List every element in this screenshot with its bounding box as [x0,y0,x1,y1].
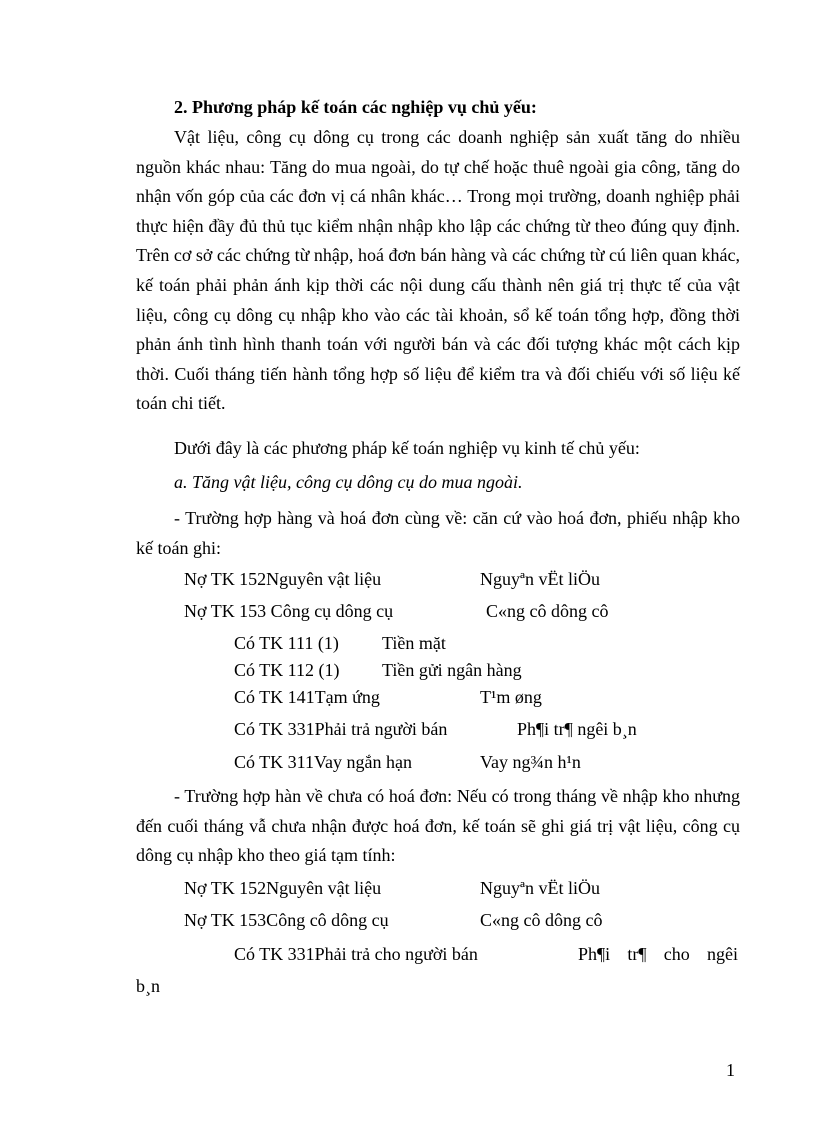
entry2-credit-331-garbled: Ph¶i tr¶ cho ngêi [578,944,738,964]
entry2-debit-152-garbled: Nguyªn vËt liÖu [480,878,600,898]
paragraph-case-2: - Trường hợp hàn về chưa có hoá đơn: Nếu có trong tháng về nhập kho nhưng đến cuối tháng vẫ chưa nhận được hoá đơn, kế toán sẽ ghi giá trị vật liệu, công cụ dông cụ nhập kho theo giá tạm tính: [136,786,740,866]
entry-debit-153-garbled: C«ng cô dông cô [486,601,609,621]
entry-credit-112: Có TK 112 (1) [234,660,340,680]
entry-credit-141-garbled: T¹m øng [480,687,542,707]
entry2-credit-331-garbled-tail: b¸n [136,976,160,996]
entry-credit-331-garbled: Ph¶i tr¶ ngêi b¸n [517,719,637,739]
paragraph-intro: Vật liệu, công cụ dông cụ trong các doanh nghiệp sản xuất tăng do nhiều nguồn khác nhau: Tăng do mua ngoài, do tự chế hoặc thuê ngoài gia công, tăng do nhận vốn góp của các đơn vị cá nhân khác… Trong mọi trường, doanh nghiệp phải thực hiện đầy đủ thủ tục kiểm nhận nhập kho lập các chứng từ theo đúng quy định. Trên cơ sở các chứng từ nhập, hoá đơn bán hàng và các chứng từ cú liên quan khác, kế toán phải phản ánh kịp thời các nội dung cấu thành nên giá trị thực tế của vật liệu, công cụ dông cụ nhập kho vào các tài khoản, sổ kế toán tổng hợp, đồng thời phản ánh tình hình thanh toán với người bán và các đối tượng khác một cách kịp thời. Cuối tháng tiến hành tổng hợp số liệu để kiểm tra và đối chiếu với số liệu kế toán chi tiết. [136,127,740,414]
entry2-debit-153: Nợ TK 153Công cô dông cụ [184,910,389,930]
entry-credit-311: Có TK 311Vay ngắn hạn [234,752,412,772]
page-number: 1 [726,1060,735,1080]
entry2-debit-152: Nợ TK 152Nguyên vật liệu [184,878,382,898]
entry-credit-141: Có TK 141Tạm ứng [234,687,380,707]
entry2-credit-331: Có TK 331Phải trả cho người bán [234,944,478,964]
entry-debit-152-garbled: Nguyªn vËt liÖu [480,569,600,589]
entry-credit-112-label: Tiền gửi ngân hàng [382,660,522,680]
section-heading: 2. Phương pháp kế toán các nghiệp vụ chủ yếu: [174,97,537,117]
entry-debit-153: Nợ TK 153 Công cụ dông cụ [184,601,394,621]
entry2-debit-153-garbled: C«ng cô dông cô [480,910,603,930]
paragraph-methods: Dưới đây là các phương pháp kế toán nghiệp vụ kinh tế chủ yếu: [174,438,640,458]
entry-credit-111: Có TK 111 (1) [234,633,339,653]
paragraph-case-1: - Trường hợp hàng và hoá đơn cùng về: căn cứ vào hoá đơn, phiếu nhập kho kế toán ghi: [136,508,740,558]
entry-credit-331: Có TK 331Phải trả người bán [234,719,448,739]
entry-debit-152: Nợ TK 152Nguyên vật liệu [184,569,382,589]
entry-credit-111-label: Tiền mặt [382,633,446,653]
entry-credit-311-garbled: Vay ng¾n h¹n [480,752,581,772]
paragraph-subheading-a: a. Tăng vật liệu, công cụ dông cụ do mua ngoài. [174,472,523,492]
